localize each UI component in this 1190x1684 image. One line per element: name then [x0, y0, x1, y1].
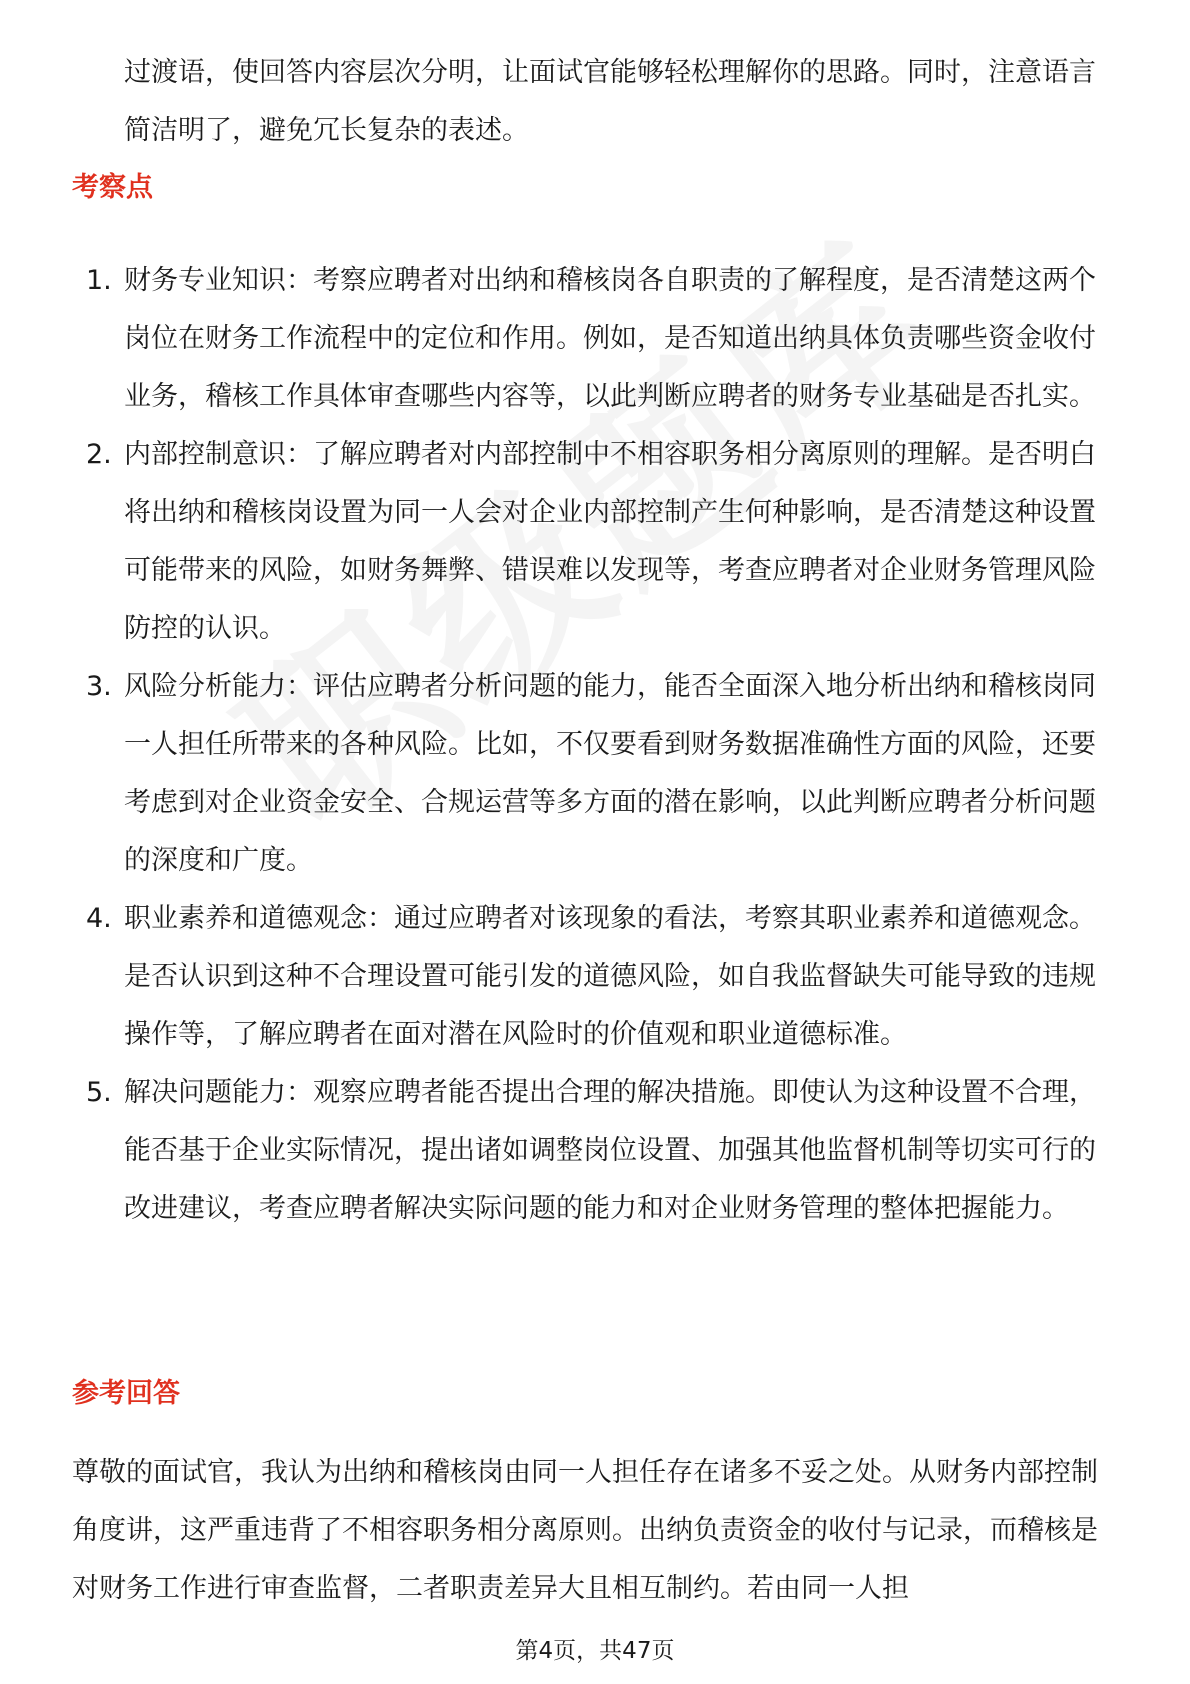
exam-point-item — [72, 426, 1114, 658]
intro-continued-paragraph: 过渡语，使回答内容层次分明，让面试官能够轻松理解你的思路。同时，注意语言简洁明了，避免冗长复杂的表述。 — [124, 57, 1096, 146]
exam-point-text: 风险分析能力：评估应聘者分析问题的能力，能否全面深入地分析出纳和稽核岗同一人担任所带来的各种风险。比如，不仅要看到财务数据准确性方面的风险，还要考虑到对企业资金安全、合规运营等多方面的潜在影响，以此判断应聘者分析问题的深度和广度。 — [124, 671, 1096, 876]
exam-point-text: 解决问题能力：观察应聘者能否提出合理的解决措施。即使认为这种设置不合理，能否基于企业实际情况，提出诸如调整岗位设置、加强其他监督机制等切实可行的改进建议，考查应聘者解决实际问题的能力和对企业财务管理的整体把握能力。 — [124, 1077, 1096, 1224]
exam-point-text: 职业素养和道德观念：通过应聘者对该现象的看法，考察其职业素养和道德观念。是否认识到这种不合理设置可能引发的道德风险，如自我监督缺失可能导致的违规操作等，了解应聘者在面对潜在风险时的价值观和职业道德标准。 — [124, 903, 1096, 1050]
exam-point-number: 2. — [86, 439, 112, 470]
exam-points-list — [72, 252, 1114, 1238]
exam-point-item — [72, 1064, 1114, 1238]
exam-point-item — [72, 252, 1114, 426]
page-number-footer: 第4页，共47页 — [515, 1638, 675, 1664]
exam-point-number: 3. — [86, 671, 112, 702]
exam-point-item — [72, 890, 1114, 1064]
exam-point-item — [72, 658, 1114, 890]
exam-point-number: 5. — [86, 1077, 112, 1108]
reference-answer-heading: 参考回答 — [72, 1378, 180, 1409]
exam-point-number: 1. — [86, 265, 112, 296]
exam-point-text: 财务专业知识：考察应聘者对出纳和稽核岗各自职责的了解程度，是否清楚这两个岗位在财务工作流程中的定位和作用。例如，是否知道出纳具体负责哪些资金收付业务，稽核工作具体审查哪些内容等，以此判断应聘者的财务专业基础是否扎实。 — [124, 265, 1096, 412]
exam-point-number: 4. — [86, 903, 112, 934]
reference-answer-paragraph: 尊敬的面试官，我认为出纳和稽核岗由同一人担任存在诸多不妥之处。从财务内部控制角度讲，这严重违背了不相容职务相分离原则。出纳负责资金的收付与记录，而稽核是对财务工作进行审查监督，二者职责差异大且相互制约。若由同一人担 — [72, 1457, 1098, 1604]
exam-point-text: 内部控制意识：了解应聘者对内部控制中不相容职务相分离原则的理解。是否明白将出纳和稽核岗设置为同一人会对企业内部控制产生何种影响，是否清楚这种设置可能带来的风险，如财务舞弊、错误难以发现等，考查应聘者对企业财务管理风险防控的认识。 — [124, 439, 1096, 644]
exam-points-heading: 考察点 — [72, 172, 153, 203]
